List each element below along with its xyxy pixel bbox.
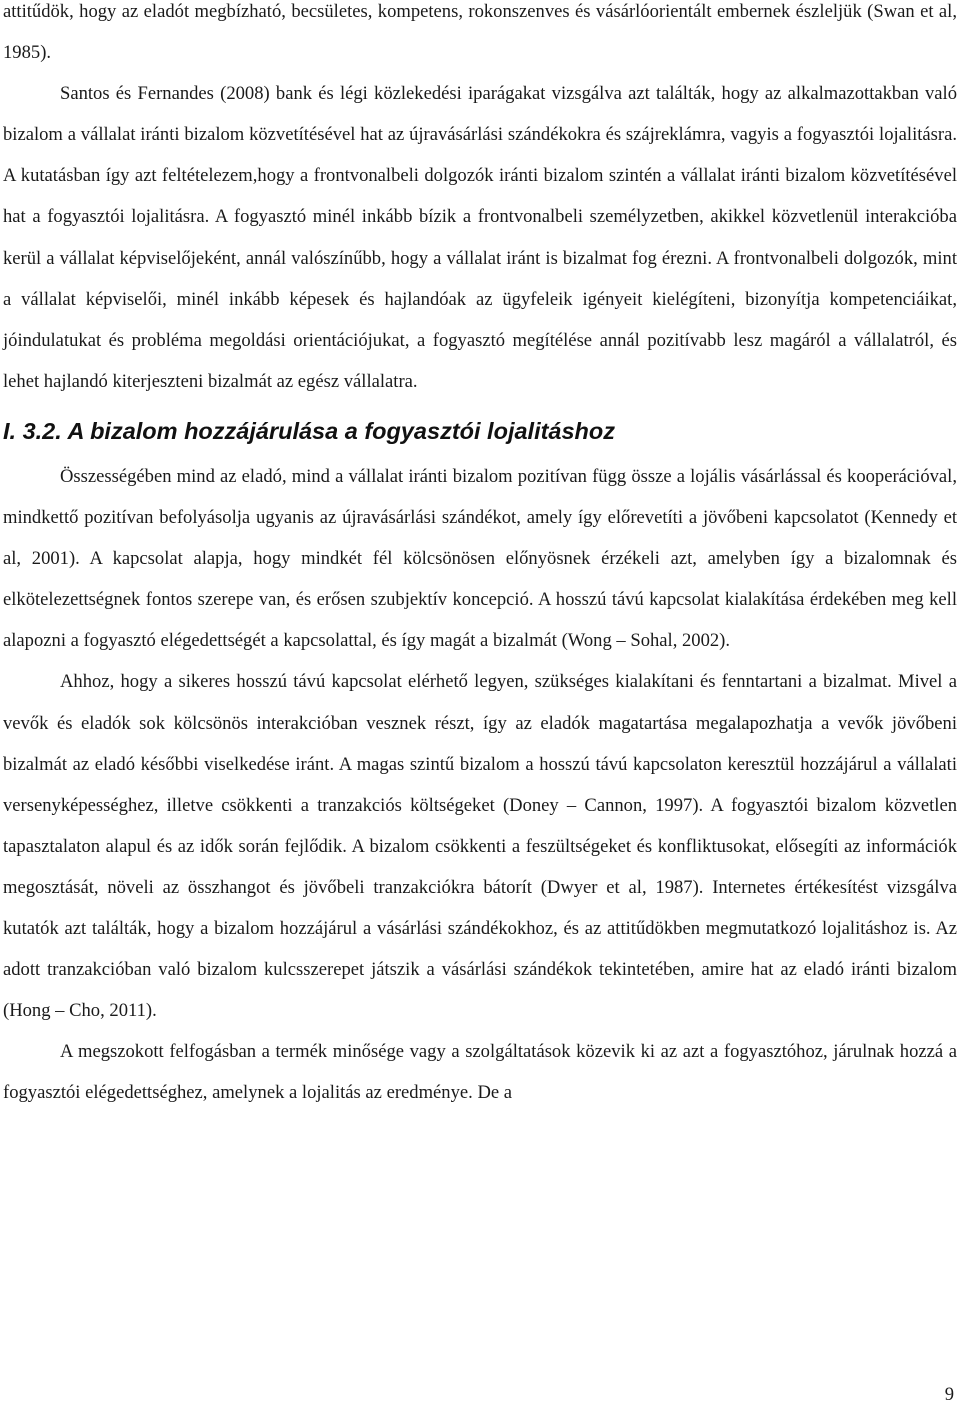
- paragraph-continued: attitűdök, hogy az eladót megbízható, becsületes, kompetens, rokonszenves és vásárlóorientált embernek észleljük (Swan et al, 1985).: [3, 1, 957, 64]
- paragraph-ahhoz: Ahhoz, hogy a sikeres hosszú távú kapcsolat elérhető legyen, szükséges kialakítani és fenntartani a bizalmat. Mivel a vevők és eladók sok kölcsönös interakcióban vesznek részt, így az eladók magatartása megalapozhatja a vevők jövőbeni bizalmát az eladó későbbi viselkedése iránt. A magas szintű bizalom a hosszú távú kapcsolaton keresztül hozzájárul a vállalati versenyképességhez, illetve csökkenti a tranzakciós költségeket (Doney – Cannon, 1997). A fogyasztói bizalom közvetlen tapasztalaton alapul és az idők során fejlődik. A bizalom csökkenti a feszültségeket és konfliktusokat, elősegíti az információk megosztását, növeli az összhangot és jövőbeli tranzakciókra bátorít (Dwyer et al, 1987). Internetes értékesítést vizsgálva kutatók azt találták, hogy a bizalom hozzájárul a vásárlási szándékokhoz, és az attitűdökben megmutatkozó lojalitáshoz is. Az adott tranzakcióban való bizalom kulcsszerepet játszik a vásárlási szándékok tekintetében, amire hat az eladó iránti bizalom (Hong – Cho, 2011).: [3, 671, 957, 1022]
- paragraph-osszessegeben: Összességében mind az eladó, mind a vállalat iránti bizalom pozitívan függ össze a lojális vásárlással és kooperációval, mindkettő pozitívan befolyásolja ugyanis az újravásárlási szándékot, amely így előrevetíti a jövőbeni kapcsolatot (Kennedy et al, 2001). A kapcsolat alapja, hogy mindkét fél kölcsönösen előnyösnek érzékeli azt, amelyben így a bizalomnak és elkötelezettségnek fontos szerepe van, és erősen szubjektív koncepció. A hosszú távú kapcsolat kialakítása érdekében meg kell alapozni a fogyasztó elégedettségét a kapcsolattal, és így magát a bizalmát (Wong – Sohal, 2002).: [3, 465, 957, 652]
- page-number: 9: [944, 1384, 954, 1405]
- paragraph-megszokott: A megszokott felfogásban a termék minősége vagy a szolgáltatások közevik ki az azt a fogyasztóhoz, járulnak hozzá a fogyasztói elégedettséghez, amelynek a lojalitás az eredménye. De a: [3, 1041, 957, 1104]
- paragraph-santos-fernandes: Santos és Fernandes (2008) bank és légi közlekedési iparágakat vizsgálva azt találták, hogy az alkalmazottakban való bizalom a vállalat iránti bizalom közvetítésével hat az újravásárlási szándékokra és szájreklámra, vagyis a fogyasztói lojalitásra. A kutatásban így azt feltételezem,hogy a frontvonalbeli dolgozók iránti bizalom szintén a vállalat iránti bizalom közvetítésével hat a fogyasztói lojalitásra. A fogyasztó minél inkább bízik a frontvonalbeli személyzetben, akikkel közvetlenül interakcióba kerül a vállalat képviselőjeként, annál valószínűbb, hogy a vállalat iránt is bizalmat fog érezni. A frontvonalbeli dolgozók, mint a vállalat képviselői, minél inkább képesek és hajlandóak az ügyfeleik igényeit kielégíteni, bizonyítja kompetenciáikat, jóindulatukat és probléma megoldási orientációjukat, a fogyasztó megítélése annál pozitívabb lesz magáról a vállalatról, és lehet hajlandó kiterjeszteni bizalmát az egész vállalatra.: [3, 83, 957, 392]
- section-heading: I. 3.2. A bizalom hozzájárulása a fogyasztói lojalitáshoz: [3, 417, 616, 444]
- document-page: [3, 0, 957, 1113]
